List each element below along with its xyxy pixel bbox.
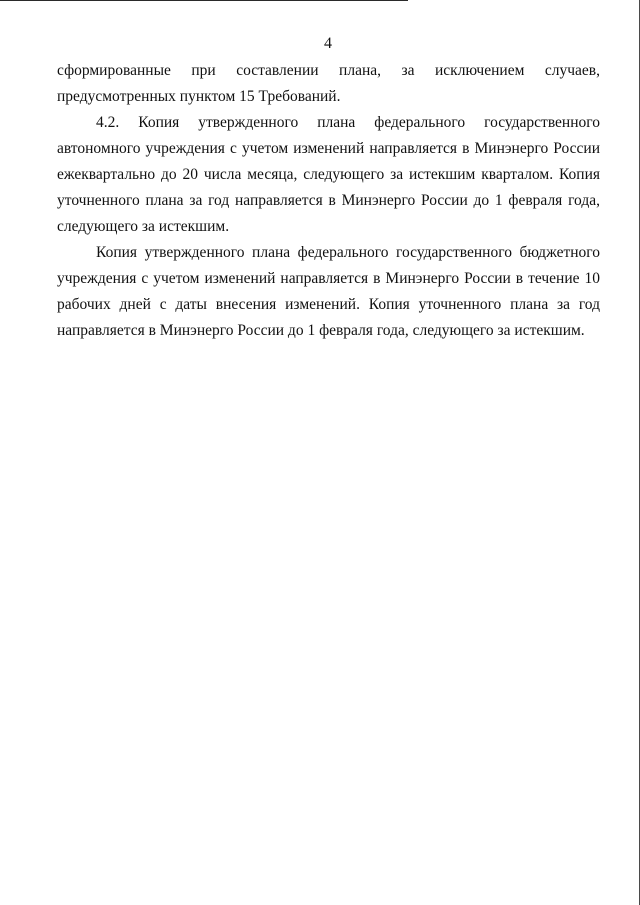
scan-border-top [0,0,408,1]
document-body [57,58,600,344]
paragraph-continuation: сформированные при составлении плана, за исключением случаев, предусмотренных пунктом 15 Требований. [57,62,600,105]
paragraph-4-2: 4.2. Копия утвержденного плана федерального государственного автономного учреждения с учетом изменений направляется в Минэнерго России ежеквартально до 20 числа месяца, следующего за истекшим кварталом. Копия уточненного плана за год направляется в Минэнерго России до 1 февраля года, следующего за истекшим. [57,114,600,235]
page-number: 4 [324,35,332,52]
paragraph-budget-institution: Копия утвержденного плана федерального государственного бюджетного учреждения с учетом изменений направляется в Минэнерго России в течение 10 рабочих дней с даты внесения изменений. Копия уточненного плана за год направляется в Минэнерго России до 1 февраля года, следующего за истекшим. [57,244,600,339]
